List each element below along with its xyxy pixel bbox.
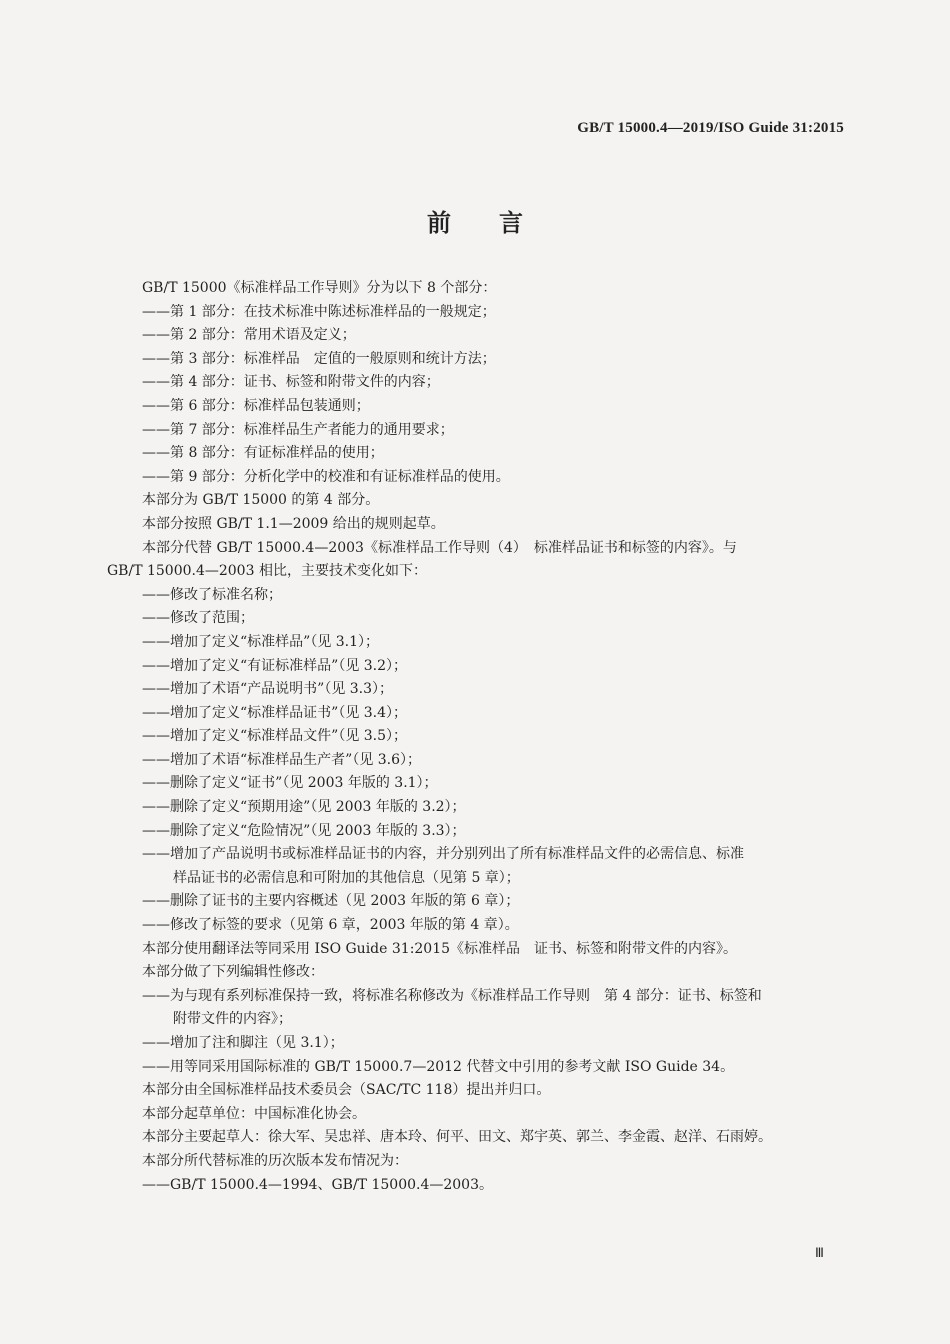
list-item: ——增加了产品说明书或标准样品证书的内容，并分别列出了所有标准样品文件的必需信息、标准	[142, 846, 744, 863]
paragraph: 本部分做了下列编辑性修改：	[142, 964, 324, 981]
list-item: ——修改了标签的要求（见第 6 章，2003 年版的第 4 章）。	[142, 917, 519, 934]
paragraph: 本部分按照 GB/T 1.1—2009 给出的规则起草。	[142, 515, 445, 532]
paragraph: 本部分由全国标准样品技术委员会（SAC/TC 118）提出并归口。	[142, 1082, 551, 1099]
paragraph: 本部分使用翻译法等同采用 ISO Guide 31:2015《标准样品 证书、标签和附带文件的内容》。	[142, 940, 738, 957]
list-item: ——第 7 部分：标准样品生产者能力的通用要求；	[142, 421, 454, 438]
list-item: ——用等同采用国际标准的 GB/T 15000.7—2012 代替文中引用的参考文献 ISO Guide 34。	[142, 1058, 735, 1075]
list-item: ——增加了定义“标准样品证书”（见 3.4）；	[142, 704, 408, 721]
list-item: ——第 8 部分：有证标准样品的使用；	[142, 445, 384, 462]
list-item: ——第 1 部分：在技术标准中陈述标准样品的一般规定；	[142, 303, 496, 320]
list-item: ——第 9 部分：分析化学中的校准和有证标准样品的使用。	[142, 468, 510, 485]
list-item: ——第 6 部分：标准样品包装通则；	[142, 397, 370, 414]
foreword-body	[107, 277, 847, 1197]
list-item: ——增加了定义“标准样品”（见 3.1）；	[142, 633, 380, 650]
paragraph: 本部分代替 GB/T 15000.4—2003《标准样品工作导则（4） 标准样品证书和标签的内容》。与	[142, 539, 737, 556]
paragraph: 本部分为 GB/T 15000 的第 4 部分。	[142, 492, 380, 509]
list-item: ——删除了定义“危险情况”（见 2003 年版的 3.3）；	[142, 822, 466, 839]
list-item: ——增加了定义“标准样品文件”（见 3.5）；	[142, 728, 408, 745]
list-item: ——修改了范围；	[142, 610, 254, 627]
list-item-continuation: 样品证书的必需信息和可附加的其他信息（见第 5 章）；	[173, 869, 520, 886]
list-item: ——增加了定义“有证标准样品”（见 3.2）；	[142, 657, 408, 674]
list-item: ——第 2 部分：常用术语及定义；	[142, 327, 356, 344]
list-item: ——删除了定义“证书”（见 2003 年版的 3.1）；	[142, 775, 438, 792]
page-number: Ⅲ	[815, 1245, 824, 1260]
list-item: ——删除了定义“预期用途”（见 2003 年版的 3.2）；	[142, 799, 466, 816]
paragraph: 本部分主要起草人：徐大军、吴忠祥、唐本玲、何平、田文、郑宇英、郭兰、李金霞、赵洋、石雨婷。	[142, 1129, 772, 1146]
list-item: ——删除了证书的主要内容概述（见 2003 年版的第 6 章）；	[142, 893, 520, 910]
paragraph: 本部分所代替标准的历次版本发布情况为：	[142, 1152, 408, 1169]
paragraph: 本部分起草单位：中国标准化协会。	[142, 1105, 366, 1122]
list-item: ——第 4 部分：证书、标签和附带文件的内容；	[142, 374, 440, 391]
paragraph: GB/T 15000《标准样品工作导则》分为以下 8 个部分：	[142, 280, 497, 296]
list-item: ——增加了术语“产品说明书”（见 3.3）；	[142, 681, 394, 698]
list-item: ——增加了术语“标准样品生产者”（见 3.6）；	[142, 751, 422, 768]
list-item: ——修改了标准名称；	[142, 586, 282, 603]
list-item: ——GB/T 15000.4—1994、GB/T 15000.4—2003。	[142, 1176, 493, 1193]
page-title: 前言	[427, 208, 571, 237]
list-item-continuation: 附带文件的内容》；	[173, 1011, 292, 1028]
list-item: ——为与现有系列标准保持一致，将标准名称修改为《标准样品工作导则 第 4 部分：证书、标签和	[142, 987, 762, 1004]
list-item: ——第 3 部分：标准样品 定值的一般原则和统计方法；	[142, 350, 496, 367]
paragraph-continuation: GB/T 15000.4—2003 相比，主要技术变化如下：	[107, 563, 427, 580]
list-item: ——增加了注和脚注（见 3.1）；	[142, 1035, 344, 1051]
standard-code-header: GB/T 15000.4—2019/ISO Guide 31:2015	[577, 120, 844, 136]
